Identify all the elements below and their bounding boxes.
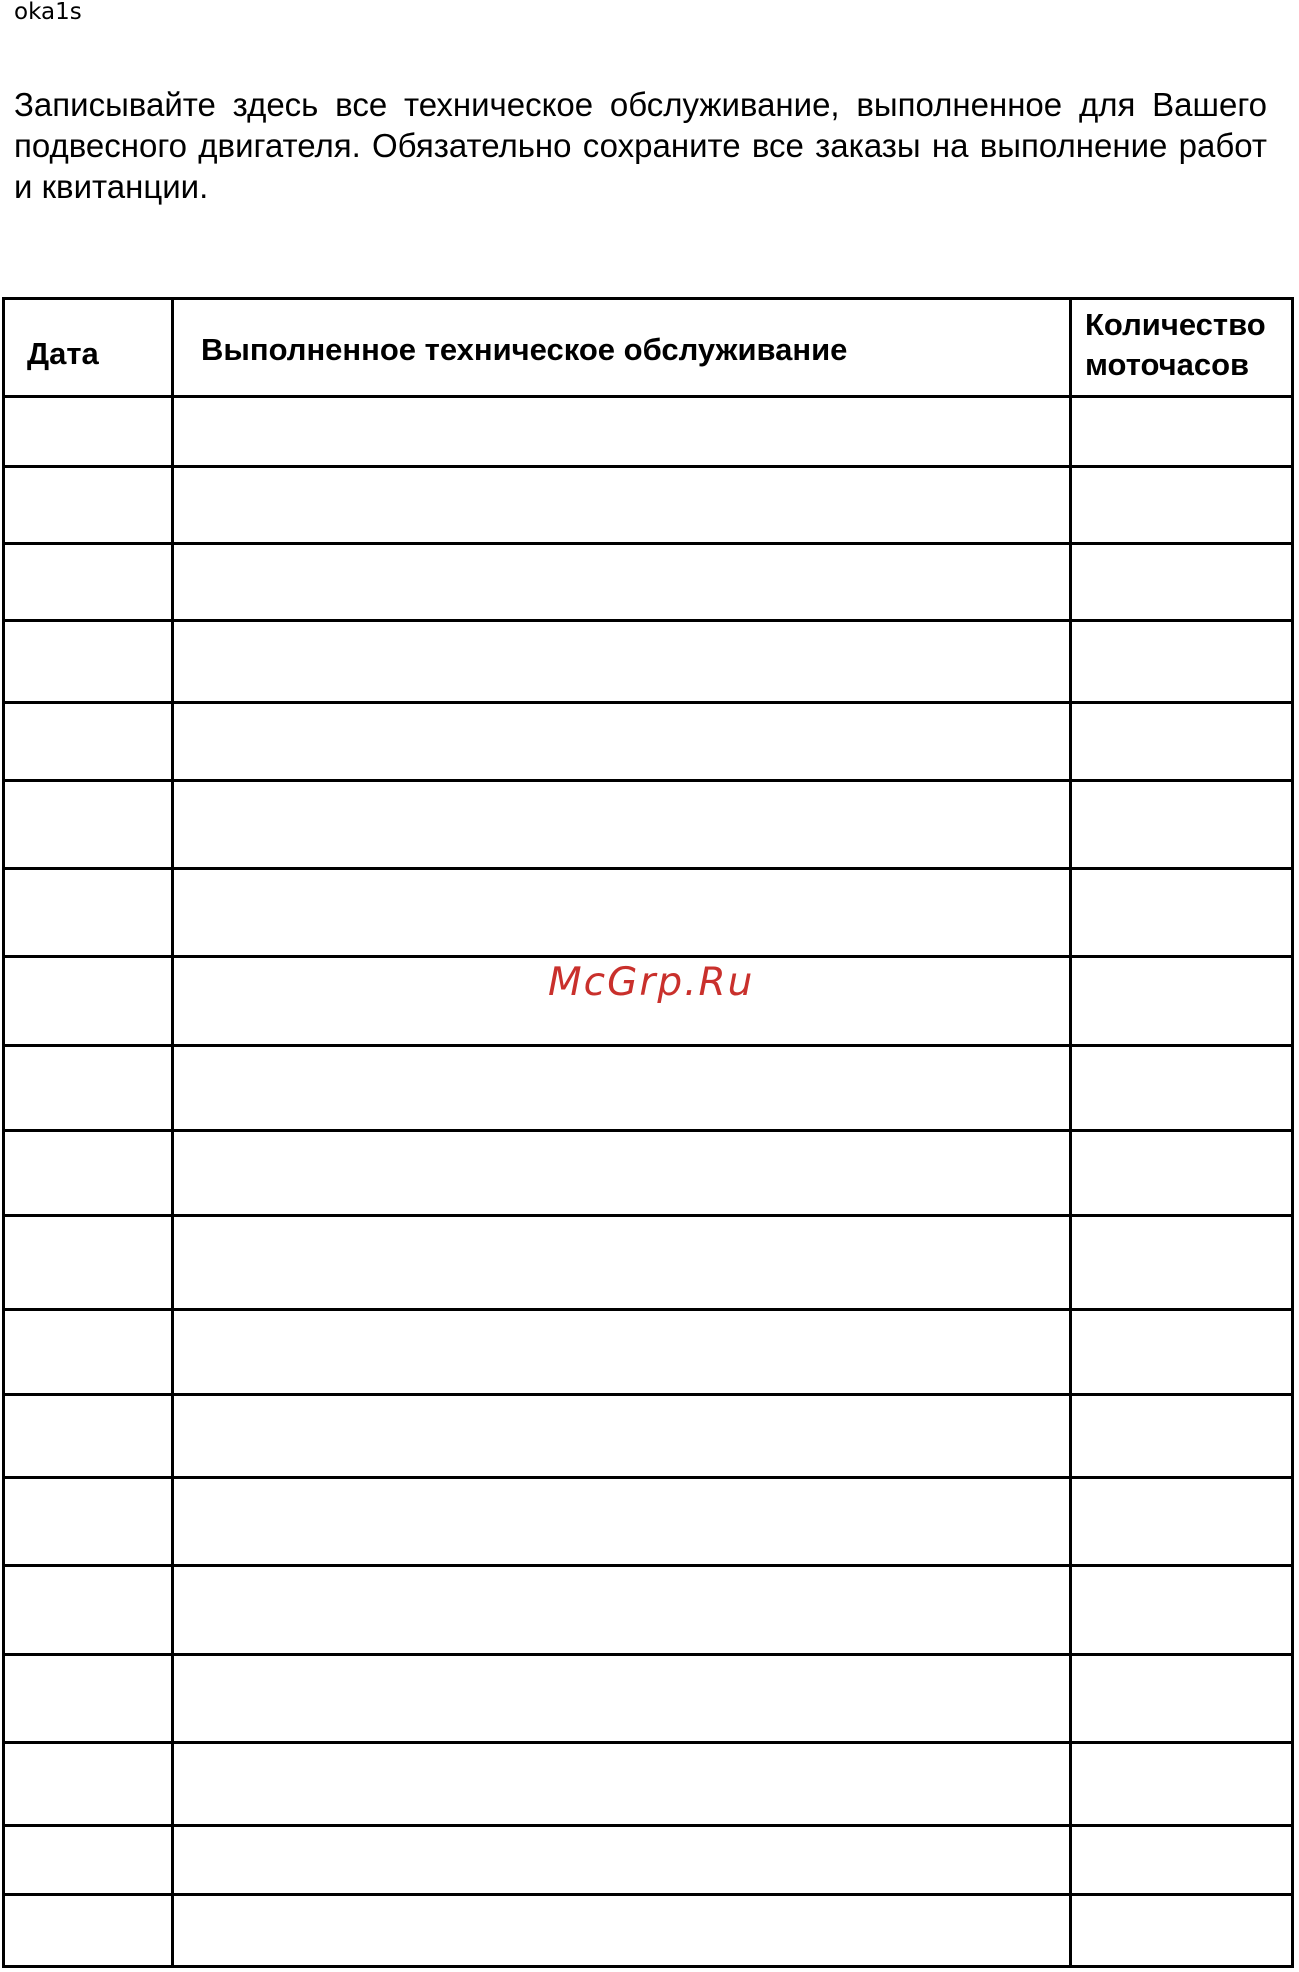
row-separator xyxy=(5,701,1291,704)
row-separator xyxy=(5,955,1291,958)
row-separator xyxy=(5,1129,1291,1132)
header-hours-line2: моточасов xyxy=(1085,347,1250,382)
row-separator xyxy=(5,1393,1291,1396)
column-divider-service xyxy=(1069,300,1072,1965)
row-separator xyxy=(5,1044,1291,1047)
row-separator xyxy=(5,1653,1291,1656)
header-hours-line1: Количество xyxy=(1085,307,1266,342)
maintenance-log-table xyxy=(2,297,1294,1968)
row-separator xyxy=(5,1308,1291,1311)
row-separator xyxy=(5,1476,1291,1479)
row-separator xyxy=(5,619,1291,622)
row-separator xyxy=(5,395,1291,398)
header-date: Дата xyxy=(27,336,99,371)
header-service: Выполненное техническое обслуживание xyxy=(201,332,848,367)
row-separator xyxy=(5,1214,1291,1217)
row-separator xyxy=(5,1741,1291,1744)
row-separator xyxy=(5,1564,1291,1567)
intro-paragraph: Записывайте здесь все техническое обслуживание, выполненное для Вашего подвесного двигателя. Обязательно сохраните все заказы на выполнение работ и квитанции. xyxy=(14,86,1267,205)
row-separator xyxy=(5,1893,1291,1896)
row-separator xyxy=(5,867,1291,870)
column-divider-date xyxy=(171,300,174,1965)
document-code: oka1s xyxy=(14,0,82,25)
row-separator xyxy=(5,1824,1291,1827)
row-separator xyxy=(5,465,1291,468)
header-hours xyxy=(1085,305,1266,385)
watermark-text: McGrp.Ru xyxy=(548,960,755,1005)
row-separator xyxy=(5,542,1291,545)
row-separator xyxy=(5,779,1291,782)
